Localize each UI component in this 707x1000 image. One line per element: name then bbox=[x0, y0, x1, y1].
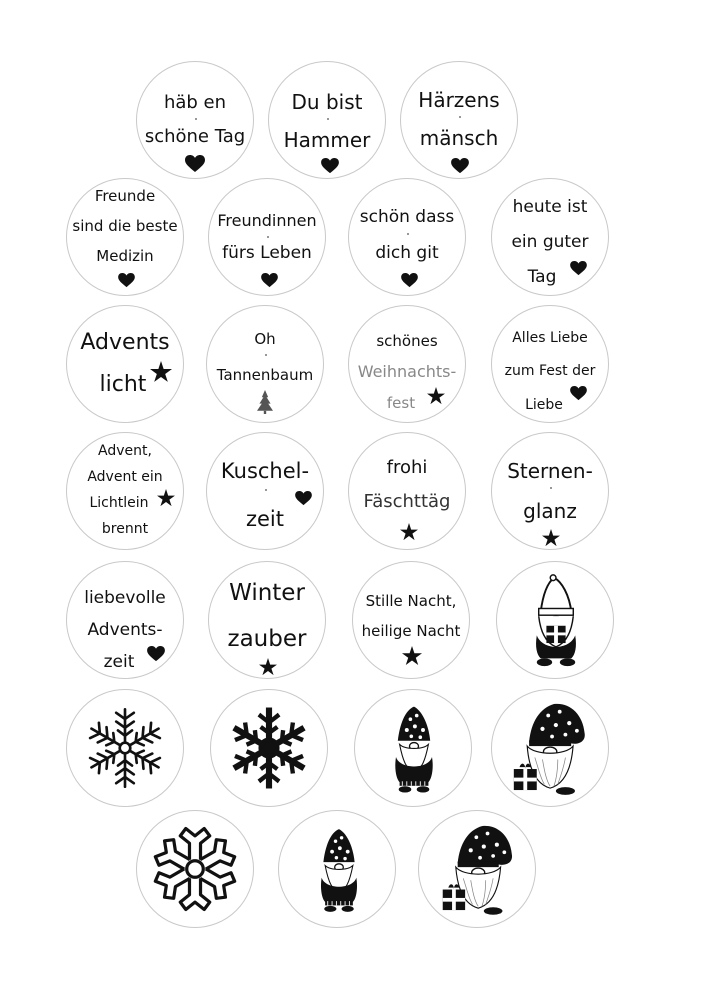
sticker-text-line-1: Härzens bbox=[418, 88, 500, 112]
star-icon bbox=[259, 658, 277, 676]
sticker-kuschelzeit bbox=[206, 432, 324, 550]
sticker-text-line-1: schönes bbox=[376, 332, 438, 350]
gnome-icon bbox=[313, 821, 365, 917]
sticker-text-line-1: Sternen- bbox=[507, 459, 593, 483]
sticker-schoenes-weihnachtsfest bbox=[348, 305, 466, 423]
sticker-text-line-2: sind die beste bbox=[72, 217, 178, 235]
dot bbox=[195, 118, 197, 120]
heart-icon bbox=[321, 158, 339, 174]
dot bbox=[459, 116, 461, 118]
gnome-icon bbox=[510, 700, 596, 796]
sticker-advent-lichtlein bbox=[66, 432, 184, 550]
star-icon bbox=[427, 387, 445, 405]
sticker-text-line-3: fest bbox=[386, 394, 416, 412]
sticker-text-line-1: Winter bbox=[229, 580, 305, 606]
star-icon bbox=[400, 523, 418, 541]
sticker-freundinnen-fuers-leben bbox=[208, 178, 326, 296]
star-icon bbox=[157, 489, 175, 507]
sticker-text-line-1: Stille Nacht, bbox=[365, 592, 457, 610]
sticker-text-line-3: Medizin bbox=[96, 247, 154, 265]
sticker-snowflake-solid bbox=[210, 689, 328, 807]
sticker-heute-ist-ein-guter-tag bbox=[491, 178, 609, 296]
sticker-liebevolle-adventszeit bbox=[66, 561, 184, 679]
sticker-text-line-2: zauber bbox=[227, 626, 307, 652]
sticker-snowflake-outline bbox=[66, 689, 184, 807]
sticker-text-line-2: Advents- bbox=[87, 620, 163, 640]
sticker-gnome-with-gift-dotted bbox=[491, 689, 609, 807]
sticker-text-line-1: Du bist bbox=[291, 90, 363, 114]
sticker-frohi-faeschttaeg bbox=[348, 432, 466, 550]
sticker-snowflake-outline-large bbox=[136, 810, 254, 928]
sticker-text-line-4: brennt bbox=[101, 521, 149, 537]
dot bbox=[327, 118, 329, 120]
sticker-text-line-1: Freunde bbox=[94, 187, 156, 205]
snowflake-icon bbox=[149, 823, 241, 915]
dot bbox=[267, 236, 269, 238]
sticker-text-line-3: zeit bbox=[103, 652, 135, 672]
star-icon bbox=[402, 646, 422, 666]
gnome-icon bbox=[387, 700, 441, 796]
sticker-text-line-2: Fäschttäg bbox=[363, 491, 451, 512]
heart-icon bbox=[451, 158, 469, 174]
sticker-text-line-1: häb en bbox=[163, 92, 227, 113]
sticker-gnome-dotted-hat bbox=[354, 689, 472, 807]
sticker-text-line-1: Advent, bbox=[98, 443, 152, 459]
star-icon bbox=[542, 529, 560, 547]
dot bbox=[265, 354, 267, 356]
sticker-text-line-2: dich git bbox=[375, 243, 439, 263]
heart-icon bbox=[295, 491, 312, 506]
sticker-schoen-dass-dich-git bbox=[348, 178, 466, 296]
sticker-text-line-2: fürs Leben bbox=[222, 243, 312, 263]
sticker-text-line-2: schöne Tag bbox=[144, 126, 246, 147]
star-icon bbox=[150, 361, 172, 383]
sticker-text-line-2: heilige Nacht bbox=[361, 622, 461, 640]
sticker-freunde-medizin bbox=[66, 178, 184, 296]
heart-icon bbox=[570, 386, 587, 401]
heart-icon bbox=[185, 155, 205, 173]
dot bbox=[550, 487, 552, 489]
sticker-text-line-2: licht bbox=[99, 372, 147, 397]
sticker-gnome-with-gift-small bbox=[418, 810, 536, 928]
sticker-text-line-2: Advent ein bbox=[87, 469, 163, 485]
sticker-text-line-2: ein guter bbox=[511, 232, 589, 252]
sticker-stille-nacht bbox=[352, 561, 470, 679]
sticker-advents-licht bbox=[66, 305, 184, 423]
sticker-text-line-2: zum Fest der bbox=[504, 363, 596, 379]
sticker-haeb-en-schoene-tag bbox=[136, 61, 254, 179]
sticker-haerzens-maensch bbox=[400, 61, 518, 179]
sticker-winterzauber bbox=[208, 561, 326, 679]
heart-icon bbox=[570, 261, 587, 276]
heart-icon bbox=[147, 646, 165, 662]
tree-icon bbox=[257, 390, 273, 414]
sticker-text-line-2: mänsch bbox=[419, 126, 499, 150]
sticker-text-line-2: Tannenbaum bbox=[216, 366, 314, 384]
sticker-text-line-1: heute ist bbox=[512, 197, 588, 217]
sticker-text-line-3: Lichtlein bbox=[89, 495, 149, 511]
sticker-text-line-2: Hammer bbox=[283, 128, 371, 152]
sticker-text-line-1: schön dass bbox=[359, 207, 455, 227]
sticker-alles-liebe bbox=[491, 305, 609, 423]
dot bbox=[265, 489, 267, 491]
sticker-gnome-dotted-hat-small bbox=[278, 810, 396, 928]
sticker-text-line-2: zeit bbox=[245, 507, 284, 531]
sticker-text-line-1: Advents bbox=[80, 330, 170, 355]
sticker-oh-tannenbaum bbox=[206, 305, 324, 423]
sticker-text-line-1: frohi bbox=[386, 457, 428, 478]
snowflake-icon bbox=[81, 704, 169, 792]
sticker-text-line-2: Weihnachts- bbox=[357, 362, 457, 381]
sticker-text-line-2: glanz bbox=[523, 499, 577, 523]
gnome-icon bbox=[439, 821, 523, 917]
sticker-text-line-1: Alles Liebe bbox=[512, 330, 588, 346]
sticker-text-line-1: Kuschel- bbox=[220, 459, 310, 483]
sticker-text-line-3: Tag bbox=[527, 267, 557, 287]
heart-icon bbox=[118, 273, 135, 288]
sticker-du-bist-hammer bbox=[268, 61, 386, 179]
heart-icon bbox=[401, 273, 418, 288]
sticker-gnome-with-gift bbox=[496, 561, 614, 679]
snowflake-icon bbox=[225, 704, 313, 792]
gnome-icon bbox=[519, 572, 593, 668]
sticker-sternenglanz bbox=[491, 432, 609, 550]
dot bbox=[407, 233, 409, 235]
sticker-text-line-1: liebevolle bbox=[84, 588, 166, 608]
heart-icon bbox=[261, 273, 278, 288]
sticker-text-line-1: Freundinnen bbox=[217, 211, 317, 230]
sticker-text-line-1: Oh bbox=[254, 330, 276, 348]
sticker-text-line-3: Liebe bbox=[525, 397, 563, 413]
